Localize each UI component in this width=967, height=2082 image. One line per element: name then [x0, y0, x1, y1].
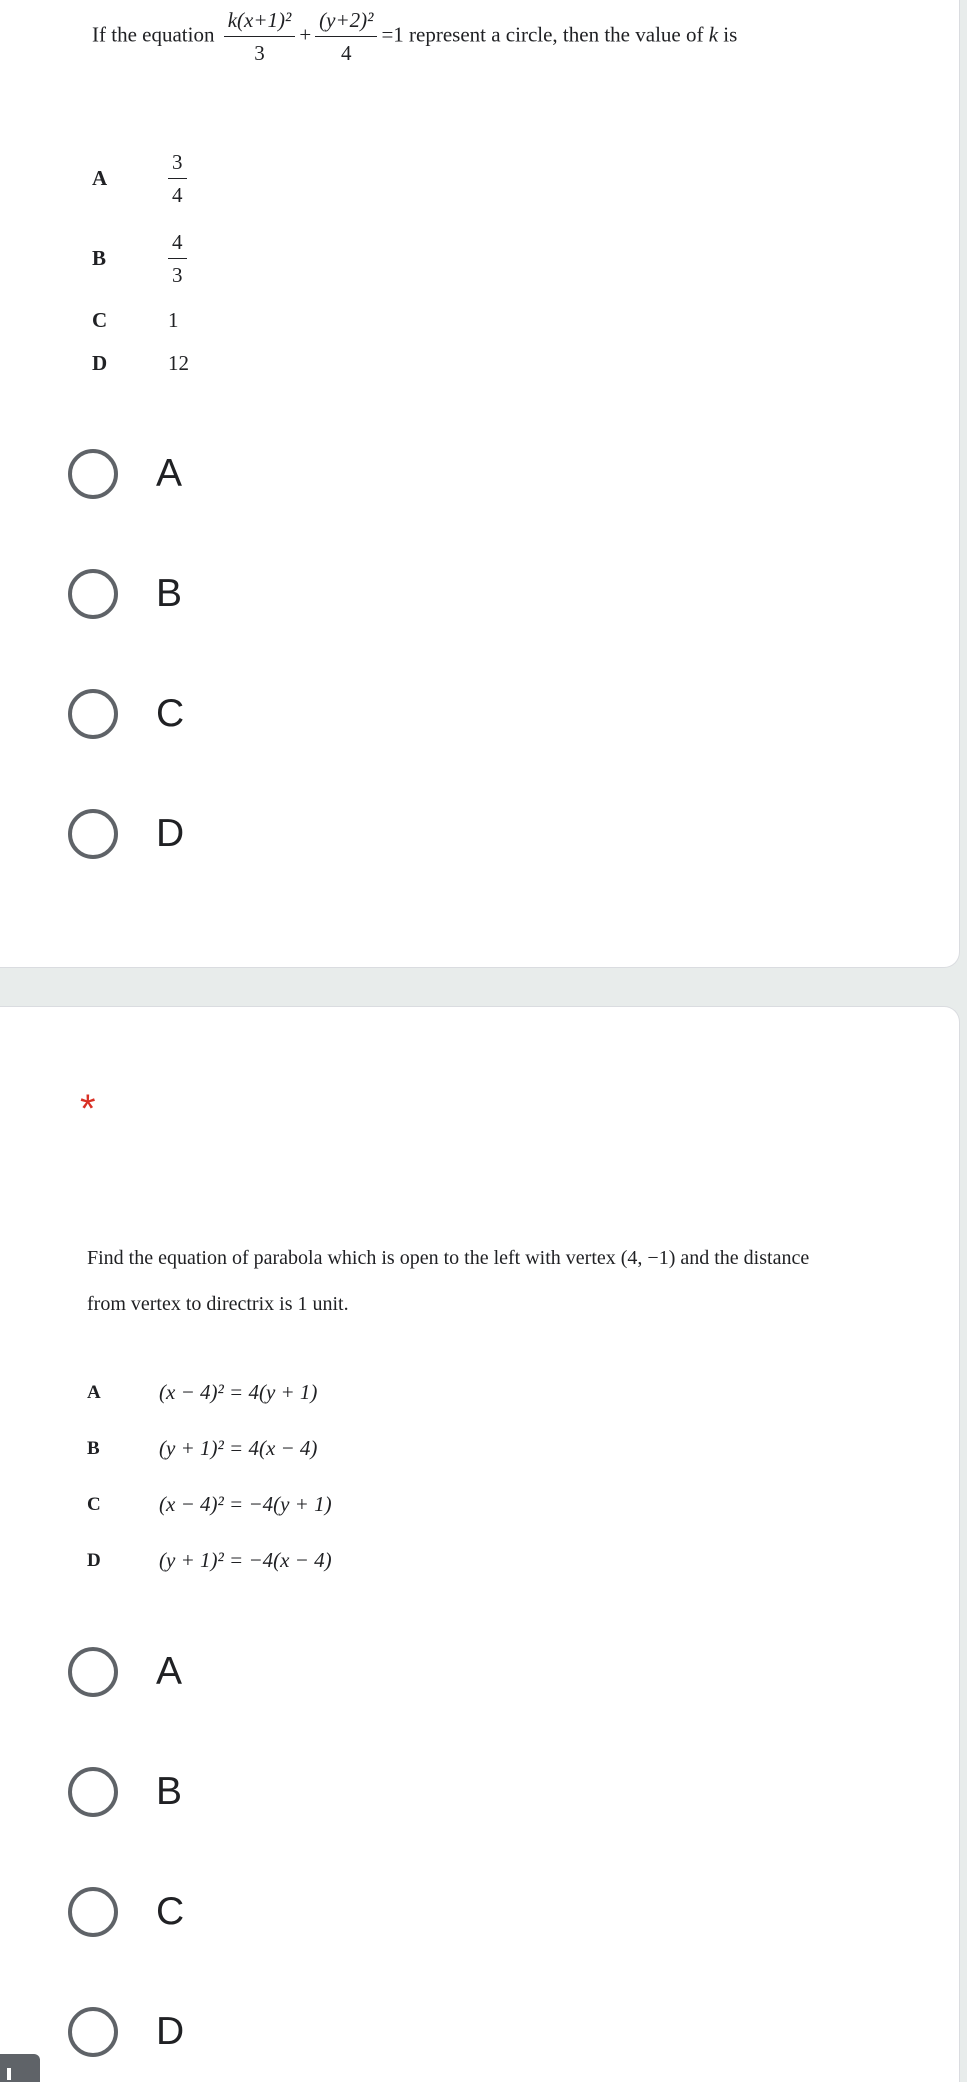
question-prefix: If the equation	[92, 22, 215, 47]
radio-option-b[interactable]	[68, 1762, 182, 1822]
radio-option-d[interactable]	[68, 2002, 184, 2062]
radio-label[interactable]: B	[156, 1770, 183, 1813]
radio-label[interactable]: A	[156, 1650, 183, 1693]
radio-label[interactable]: C	[156, 692, 185, 735]
plus-sign: +	[299, 22, 312, 47]
radio-button[interactable]	[68, 2007, 118, 2057]
fraction-denominator: 3	[254, 41, 265, 65]
option-letter: B	[92, 246, 107, 270]
option-equation: (y + 1)² = 4(x − 4)	[159, 1436, 318, 1460]
radio-button[interactable]	[68, 449, 118, 499]
option-letter: C	[92, 308, 108, 332]
fraction-denominator: 4	[341, 41, 352, 65]
equation-fraction-2	[315, 8, 377, 65]
radio-option-c[interactable]	[68, 1882, 184, 1942]
radio-label[interactable]: B	[156, 572, 183, 615]
radio-label[interactable]: A	[156, 452, 183, 495]
radio-button[interactable]	[68, 689, 118, 739]
question-text-part: Find the equation of parabola which is open to the left with vertex	[87, 1247, 616, 1269]
radio-label[interactable]: D	[156, 2010, 185, 2053]
option-letter: A	[87, 1381, 101, 1403]
option-c	[92, 308, 179, 333]
option-equation: (x − 4)² = 4(y + 1)	[159, 1380, 318, 1404]
question-card-1	[0, 0, 960, 968]
radio-option-b[interactable]	[68, 564, 182, 624]
option-value: 12	[168, 351, 189, 375]
required-asterisk: *	[80, 1087, 96, 1131]
option-letter: C	[87, 1493, 101, 1515]
option-b	[92, 230, 187, 287]
radio-button[interactable]	[68, 1647, 118, 1697]
option-a	[92, 150, 187, 207]
fraction-denominator: 4	[172, 183, 183, 207]
radio-option-a[interactable]	[68, 444, 182, 504]
question-text-line-2: from vertex to directrix is 1 unit.	[87, 1293, 349, 1315]
variable-k: k	[708, 22, 719, 47]
bar-icon	[7, 2068, 11, 2080]
option-d	[87, 1548, 332, 1573]
equals-one: =1	[381, 22, 404, 47]
option-equation: (y + 1)² = −4(x − 4)	[159, 1548, 332, 1572]
vertex-coordinates: (4, −1)	[620, 1247, 676, 1269]
radio-button[interactable]	[68, 1887, 118, 1937]
question-text-part: and the distance	[680, 1247, 810, 1269]
radio-button[interactable]	[68, 1767, 118, 1817]
question-text	[92, 8, 737, 65]
option-fraction	[168, 230, 187, 287]
fraction-numerator: (y+2)²	[315, 8, 377, 37]
radio-label[interactable]: C	[156, 1890, 185, 1933]
option-a	[87, 1380, 317, 1405]
question-text-line-1	[87, 1236, 809, 1281]
radio-button[interactable]	[68, 569, 118, 619]
option-d	[92, 351, 189, 376]
option-value: 1	[168, 308, 179, 332]
fraction-numerator: 4	[168, 230, 187, 259]
radio-option-d[interactable]	[68, 804, 184, 864]
radio-label[interactable]: D	[156, 812, 185, 855]
question-suffix: represent a circle, then the value of	[409, 22, 704, 47]
radio-option-a[interactable]	[68, 1642, 182, 1702]
option-letter: A	[92, 166, 108, 190]
option-letter: D	[87, 1549, 101, 1571]
question-tail: is	[723, 22, 738, 47]
fraction-numerator: 3	[168, 150, 187, 179]
fraction-numerator: k(x+1)²	[224, 8, 296, 37]
fraction-denominator: 3	[172, 263, 183, 287]
radio-option-c[interactable]	[68, 684, 184, 744]
bottom-toolbar-button[interactable]	[0, 2054, 40, 2082]
equation-fraction-1	[224, 8, 296, 65]
option-fraction	[168, 150, 187, 207]
option-letter: D	[92, 351, 108, 375]
option-letter: B	[87, 1437, 100, 1459]
option-b	[87, 1436, 317, 1461]
radio-button[interactable]	[68, 809, 118, 859]
option-equation: (x − 4)² = −4(y + 1)	[159, 1492, 332, 1516]
option-c	[87, 1492, 332, 1517]
